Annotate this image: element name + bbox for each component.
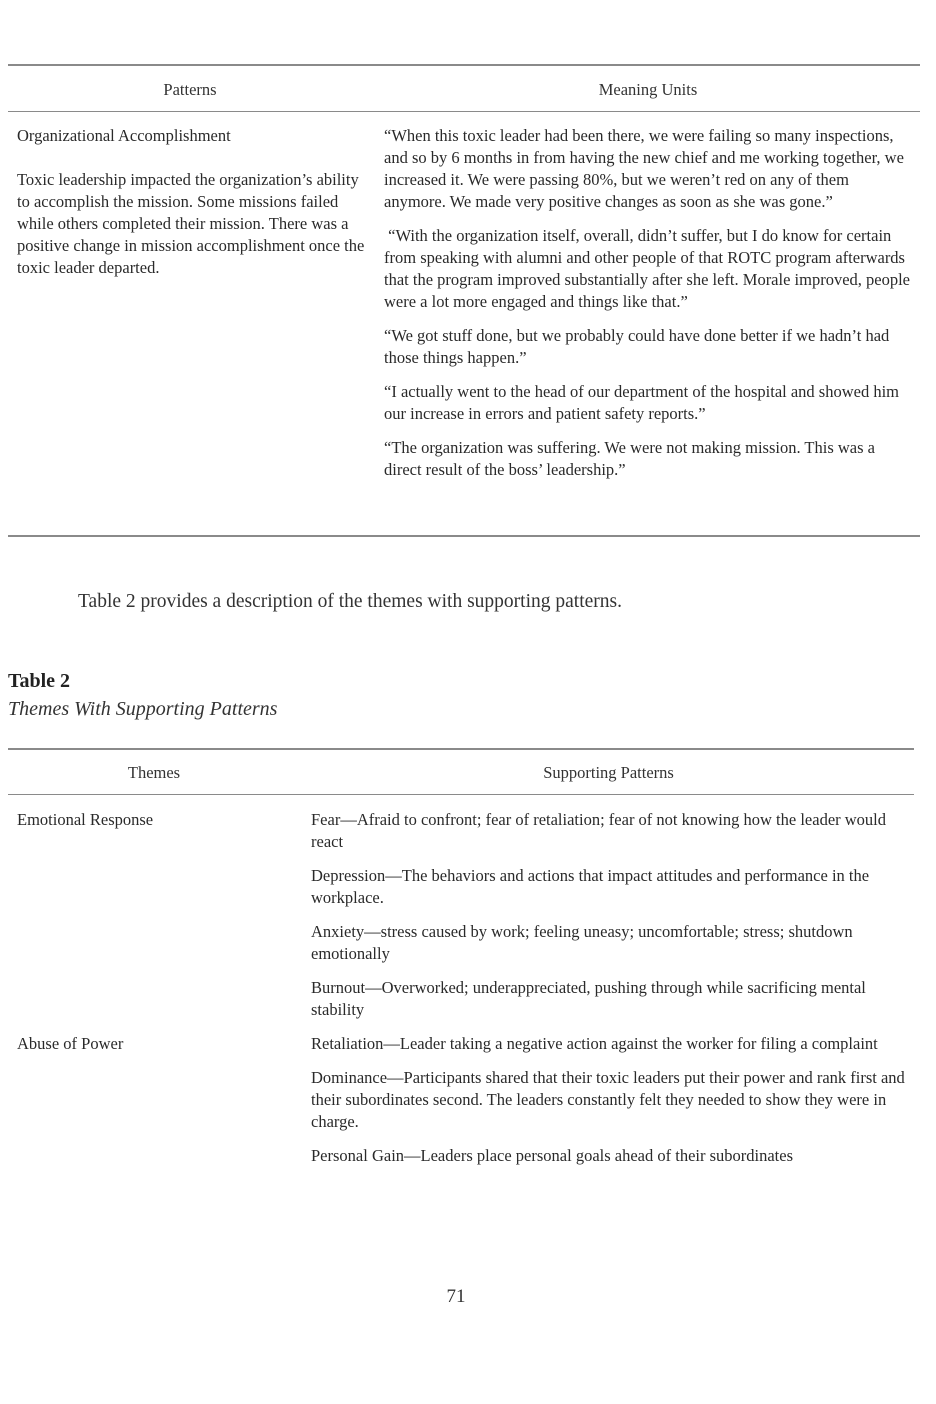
table2-theme-emotional-response: Emotional Response — [17, 810, 154, 829]
supporting-pattern: Depression—The behaviors and actions that impact attitudes and performance in the workplace. — [311, 866, 870, 907]
meaning-unit: “The organization was suffering. We were not making mission. This was a direct result of the boss’ leadership.” — [384, 438, 875, 479]
intro-paragraph: Table 2 provides a description of the themes with supporting patterns. — [78, 591, 622, 612]
supporting-pattern: Personal Gain—Leaders place personal goals ahead of their subordinates — [311, 1146, 793, 1165]
table1-top-rule — [8, 64, 920, 66]
table1-header-rule — [8, 111, 920, 112]
supporting-pattern: Fear—Afraid to confront; fear of retaliation; fear of not knowing how the leader would react — [311, 810, 887, 851]
meaning-unit: “When this toxic leader had been there, we were failing so many inspections, and so by 6 months in from having the new chief and me working together, we increased it. We were passing 80%, but we weren’t red on any of them anymore. We made very positive changes as soon as she was gone.” — [384, 126, 909, 211]
table2-patterns-emotional-response — [311, 809, 911, 1021]
table1-header-meaning-units: Meaning Units — [598, 80, 698, 99]
table2-theme-abuse-of-power: Abuse of Power — [17, 1034, 124, 1053]
meaning-unit: “I actually went to the head of our department of the hospital and showed him our increase in errors and patient safety reports.” — [384, 382, 900, 423]
table1-meaning-units-cell — [384, 125, 914, 481]
table1-pattern-cell — [17, 125, 365, 279]
table1-pattern-title: Organizational Accomplishment — [17, 126, 231, 145]
supporting-pattern: Anxiety—stress caused by work; feeling uneasy; uncomfortable; stress; shutdown emotionally — [311, 922, 853, 963]
supporting-pattern: Burnout—Overworked; underappreciated, pushing through while sacrificing mental stability — [311, 978, 866, 1019]
table2-header-themes: Themes — [127, 763, 181, 782]
table2-header-supporting-patterns: Supporting Patterns — [543, 763, 674, 782]
supporting-pattern: Retaliation—Leader taking a negative action against the worker for filing a complaint — [311, 1034, 878, 1053]
table2-patterns-abuse-of-power — [311, 1033, 911, 1167]
table2-label: Table 2 — [8, 670, 71, 692]
table1-header-patterns: Patterns — [163, 80, 217, 99]
table1-pattern-description: Toxic leadership impacted the organization’s ability to accomplish the mission. Some missions failed while others completed their mission. There was a positive change in mission accomplishment once the toxic leader departed. — [17, 170, 365, 277]
page-number: 71 — [446, 1286, 466, 1307]
table2-header-rule — [8, 794, 914, 795]
table1-bottom-rule — [8, 535, 920, 537]
meaning-unit: “We got stuff done, but we probably could have done better if we hadn’t had those things happen.” — [384, 326, 890, 367]
supporting-pattern: Dominance—Participants shared that their toxic leaders put their power and rank first and their subordinates second. The leaders constantly felt they needed to show they were in charge. — [311, 1068, 905, 1131]
meaning-unit: “With the organization itself, overall, didn’t suffer, but I do know for certain from speaking with alumni and other people of that ROTC program afterwards that the program improved substantially after she left. Morale improved, people were a lot more engaged and things like that.” — [384, 226, 915, 311]
table2-title: Themes With Supporting Patterns — [8, 698, 278, 720]
table2-top-rule — [8, 748, 914, 750]
